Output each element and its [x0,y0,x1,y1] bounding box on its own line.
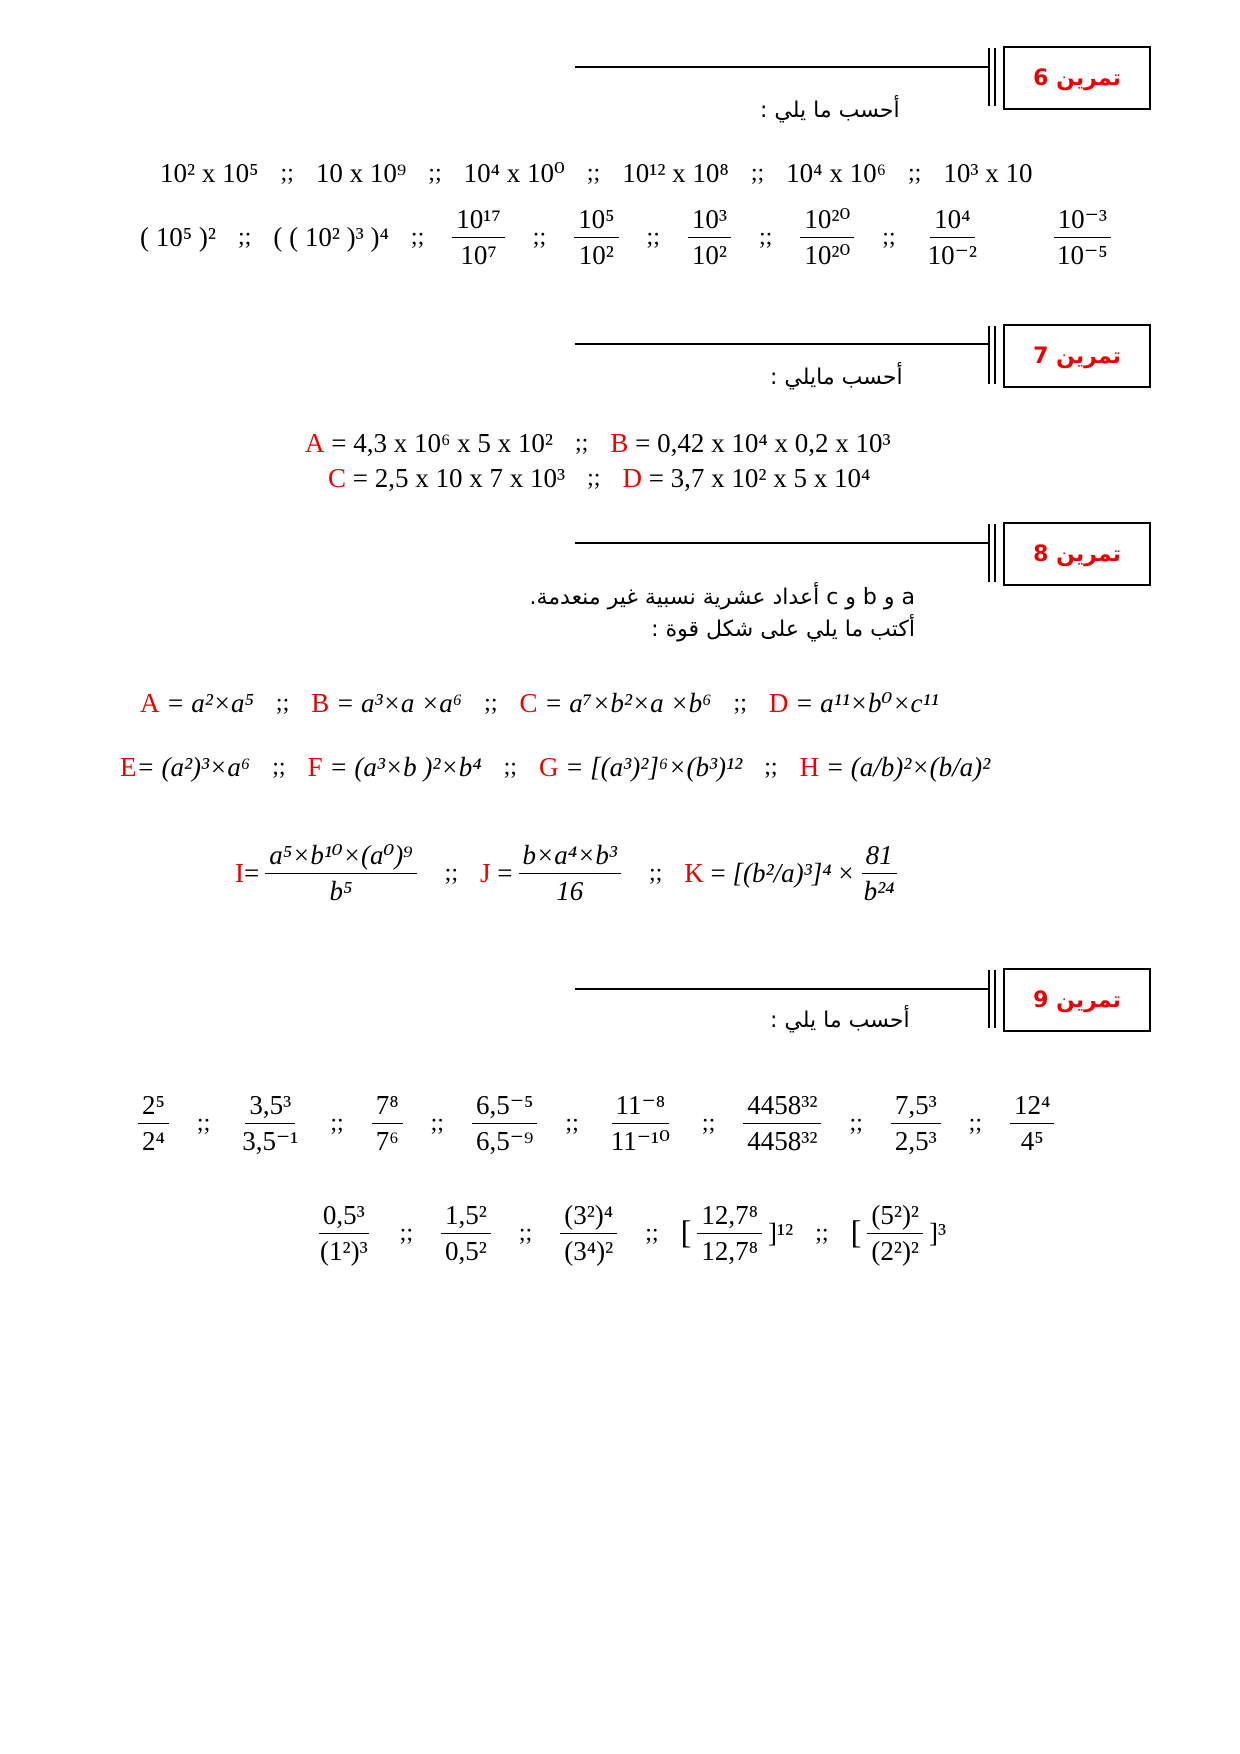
separator: ;; [849,1110,863,1137]
numerator: 81 [862,840,897,874]
separator: ;; [764,754,778,780]
separator: ;; [565,1110,579,1137]
denominator: 10⁻² [927,240,977,271]
ex8-row2 [120,752,990,783]
ex8-G-label: G [538,752,559,782]
numerator: 3,5³ [245,1090,295,1124]
ex7-header-vbar2 [994,326,996,384]
denominator: 7⁶ [375,1126,399,1157]
ex6-fraction [688,204,731,271]
ex7-D-label: D [622,463,642,493]
ex8-C-expr: = a⁷×b²×a ×b⁶ [544,688,712,718]
ex7-title-box [1003,324,1151,388]
separator: ;; [484,690,498,716]
ex9-header-vbar [988,970,990,1028]
denominator: 2⁴ [142,1126,165,1157]
ex6-header-vbar2 [994,48,996,106]
numerator: 10⁻³ [1054,204,1111,238]
separator: ;; [238,224,252,251]
bracket-close-power: ]¹² [768,1218,794,1249]
separator: ;; [503,754,517,780]
separator: ;; [280,160,294,186]
separator: ;; [430,1110,444,1137]
denominator: 10⁷ [460,240,497,271]
numerator: b×a⁴×b³ [519,840,621,874]
ex8-K-expr: [(b²/a)³]⁴ [732,858,832,889]
numerator: 11⁻⁸ [612,1090,670,1124]
ex7-A-expr: = 4,3 x 10⁶ x 5 x 10² [331,428,553,458]
denominator: 10²⁰ [804,240,851,271]
denominator: b⁵ [329,876,353,907]
ex8-line2: أكتب ما يلي على شكل قوة : [651,617,915,642]
denominator: 6,5⁻⁹ [475,1126,534,1157]
ex8-E-expr: = (a²)³×a⁶ [136,752,251,782]
denominator: 10² [578,240,614,271]
ex9-fraction [1010,1090,1054,1157]
ex8-E-label: E [120,752,137,782]
numerator: 10³ [688,204,731,238]
numerator: 6,5⁻⁵ [472,1090,537,1124]
numerator: 2⁵ [138,1090,169,1124]
ex7-header-line [575,343,990,345]
ex8-A-label: A [140,688,160,718]
numerator: 1,5² [441,1200,491,1234]
separator: ;; [444,860,459,887]
ex8-K-label: K [684,858,704,889]
ex9-header-line [575,988,990,990]
numerator: 12⁴ [1010,1090,1054,1124]
numerator: 4458³² [743,1090,821,1124]
denominator: (3⁴)² [564,1236,614,1267]
ex6-item-4: 10¹² x 10⁸ [622,158,729,188]
ex8-title-box [1003,522,1151,586]
ex6-fraction [924,204,981,271]
ex8-header-vbar [988,524,990,582]
ex8-F-expr: = (a³×b )²×b⁴ [329,752,482,782]
separator: ;; [428,160,442,186]
denominator: 10² [691,240,727,271]
ex6-fraction [574,204,618,271]
ex8-row3: I = $\frac{\text{a⁵×b¹⁰×(a⁰)⁹}}{\text{b⁵}}$ ;; J = $\frac{\text{b×a⁴×b³}}{16}$ ;; K = [(b²/a)³]⁴ × $\frac{81}{\text{b²⁴}}$ [235,840,905,907]
separator: ;; [410,224,425,251]
ex9-row2 [310,1200,946,1267]
separator: ;; [882,224,896,251]
ex9-title: تمرين 9 [1033,987,1121,1013]
ex8-I-fraction [265,840,416,907]
ex8-row1 [140,688,939,719]
ex8-line1: a و b و c أعداد عشرية نسبية غير منعدمة. [529,585,915,610]
separator: ;; [815,1220,829,1247]
ex6-item-8: ( ( 10² )³ )⁴ [273,222,389,253]
separator: ;; [399,1220,414,1247]
denominator: 4458³² [747,1126,818,1157]
ex6-header-line [575,66,990,68]
ex9-fraction [316,1200,372,1267]
ex9-fraction [472,1090,537,1157]
numerator: 7,5³ [891,1090,941,1124]
ex9-fraction [697,1200,762,1267]
ex6-fraction [452,204,505,271]
separator: ;; [196,1110,211,1137]
ex9-instruction: أحسب ما يلي : [770,1008,910,1033]
ex6-fraction [800,204,854,271]
ex7-C-expr: = 2,5 x 10 x 7 x 10³ [352,463,566,493]
ex8-A-expr: = a²×a⁵ [166,688,254,718]
numerator: 10⁵ [574,204,618,238]
ex9-title-box [1003,968,1151,1032]
ex7-header-vbar [988,326,990,384]
ex9-row1 [132,1090,1060,1157]
denominator: 3,5⁻¹ [242,1126,299,1157]
separator: ;; [586,160,601,186]
separator: ;; [908,160,922,186]
ex7-row1 [305,428,891,459]
denominator: (1²)³ [320,1236,368,1267]
separator: ;; [330,1110,344,1137]
ex6-title-box [1003,46,1151,110]
ex9-fraction [138,1090,169,1157]
ex6-title: تمرين 6 [1033,65,1121,91]
numerator: (3²)⁴ [560,1200,617,1234]
ex9-fraction [891,1090,941,1157]
numerator: 12,7⁸ [697,1200,762,1234]
ex8-F-label: F [307,752,323,782]
separator: ;; [968,1110,983,1137]
ex9-fraction [560,1200,617,1267]
ex6-instruction: أحسب ما يلي : [760,98,900,123]
ex8-J-label: J [480,858,491,889]
separator: ;; [272,754,286,780]
ex8-K-fraction [860,840,899,907]
ex6-header-vbar [988,48,990,106]
ex6-item-2: 10 x 10⁹ [315,158,407,188]
numerator: 10¹⁷ [452,204,505,238]
ex7-instruction: أحسب مايلي : [770,365,903,390]
bracket-open: [ [850,1215,862,1252]
ex8-H-expr: = (a/b)²×(b/a)² [825,752,991,782]
separator: ;; [518,1220,533,1247]
separator: ;; [750,160,765,186]
ex9-fraction [372,1090,403,1157]
ex8-D-expr: = a¹¹×b⁰×c¹¹ [795,688,939,718]
separator: ;; [532,224,547,251]
ex8-H-label: H [799,752,820,782]
ex7-D-expr: = 3,7 x 10² x 5 x 10⁴ [648,463,871,493]
ex6-row1 [160,158,1032,189]
ex7-A-label: A [305,428,325,458]
denominator: 16 [556,876,584,907]
ex7-B-expr: = 0,42 x 10⁴ x 0,2 x 10³ [635,428,891,458]
ex8-header-vbar2 [994,524,996,582]
separator: ;; [733,690,747,716]
ex6-row2 [140,204,1118,271]
ex7-title: تمرين 7 [1033,343,1121,369]
denominator: 4⁵ [1020,1126,1044,1157]
denominator: (2²)² [871,1236,920,1267]
bracket-open: [ [680,1215,692,1252]
ex8-header-line [575,542,990,544]
ex8-C-label: C [519,688,538,718]
ex6-item-7: ( 10⁵ )² [140,222,216,253]
ex9-header-vbar2 [994,970,996,1028]
numerator: 10⁴ [930,204,974,238]
denominator: 10⁻⁵ [1056,240,1108,271]
ex8-title: تمرين 8 [1033,541,1121,567]
ex6-item-1: 10² x 10⁵ [160,158,259,188]
ex6-fraction [1053,204,1112,271]
separator: ;; [275,690,290,716]
denominator: 11⁻¹⁰ [610,1126,670,1157]
numerator: 7⁸ [372,1090,403,1124]
ex6-item-5: 10⁴ x 10⁶ [786,158,886,188]
ex8-G-expr: = [(a³)²]⁶×(b³)¹² [565,752,743,782]
ex8-J-fraction [519,840,621,907]
denominator: 12,7⁸ [701,1236,759,1267]
ex8-D-label: D [768,688,789,718]
ex6-item-3: 10⁴ x 10⁰ [463,158,565,188]
denominator: b²⁴ [863,876,895,907]
separator: ;; [648,860,663,887]
numerator: a⁵×b¹⁰×(a⁰)⁹ [265,840,416,874]
separator: ;; [701,1110,716,1137]
numerator: 0,5³ [319,1200,369,1234]
ex8-B-label: B [311,688,330,718]
ex7-C-label: C [328,463,347,493]
ex9-fraction [238,1090,302,1157]
numerator: (5²)² [867,1200,923,1234]
separator: ;; [759,224,773,251]
denominator: 0,5² [445,1236,487,1267]
ex9-fraction [607,1090,674,1157]
separator: ;; [587,465,601,491]
ex6-item-6: 10³ x 10 [943,158,1033,188]
separator: ;; [645,1220,659,1247]
ex8-I-label: I [235,858,244,889]
numerator: 10²⁰ [800,204,854,238]
ex7-row2 [328,463,870,494]
ex9-fraction [441,1200,491,1267]
ex8-B-expr: = a³×a ×a⁶ [336,688,463,718]
ex7-B-label: B [610,428,629,458]
separator: ;; [575,430,589,456]
ex9-fraction [867,1200,923,1267]
denominator: 2,5³ [894,1126,937,1157]
separator: ;; [646,224,660,251]
bracket-close-power: ]³ [929,1218,947,1249]
ex9-fraction [743,1090,821,1157]
